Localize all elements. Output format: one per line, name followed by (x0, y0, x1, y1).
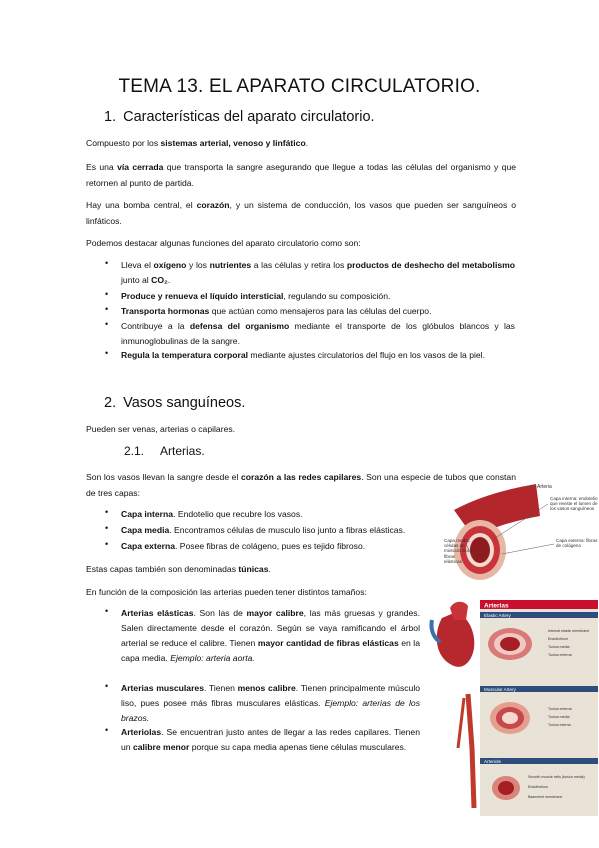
muscular-label-3: Tunica interna (548, 723, 571, 727)
bullet-dot: • (105, 539, 109, 549)
s1-paragraph-3: Hay una bomba central, el corazón, y un sistema de conducción, los vasos que pueden ser sanguíneos o linfáticos. (86, 200, 516, 226)
arterias-paragraph-2: Estas capas también son denominadas túnicas. (86, 564, 271, 574)
bullet-dot: • (105, 681, 109, 691)
elastic-label-1: Internal elastic membrane (548, 629, 590, 633)
bullet-dot: • (105, 348, 109, 358)
layer-item-3: Capa externa. Posee fibras de colágeno, pues es tejido fibroso. (121, 541, 366, 551)
elastic-label-4: Tunica externa (548, 653, 572, 657)
arteriole-label: Arteriole (484, 759, 502, 764)
function-item-5: Regula la temperatura corporal mediante ajustes circulatorios del flujo en los vasos de la piel. (121, 350, 485, 360)
label-capa-externa: Capa externa: fibras de colágeno (556, 538, 598, 549)
label-arteria: Arteria (537, 484, 552, 490)
arteriole-label-2: Endothelium (528, 785, 548, 789)
artery-type-elastic: Arterias elásticas. Son las de mayor calibre, las más gruesas y grandes. Salen directamente desde el corazón. Según se vaya ramificando el árbol arterial se reduce el calibre. Tienen mayor cantidad de fibras elásticas en la capa media. Ejemplo: arteria aorta. (121, 608, 420, 663)
subsection-title: Arterias. (160, 444, 205, 458)
layer-item-2: Capa media. Encontramos células de musculo liso junto a fibras elásticas. (121, 525, 406, 535)
muscular-label-1: Tunica externa (548, 707, 572, 711)
bullet-dot: • (105, 304, 109, 314)
artery-type-arteriole: Arteriolas. Se encuentran justo antes de llegar a las redes capilares. Tienen un calibre menor porque su capa media apenas tiene células musculares. (121, 727, 420, 752)
arterias-paragraph-3: En función de la composición las arterias pueden tener distintos tamaños: (86, 587, 367, 597)
s1-paragraph-2: Es una vía cerrada que transporta la sangre asegurando que llegue a todas las células del organismo y que retornen al punto de partida. (86, 162, 517, 188)
arteriole-label-3: Basement membrane (528, 795, 563, 799)
artery-types-illustration (428, 598, 598, 820)
muscular-artery-label: Muscular Artery (484, 687, 516, 692)
function-item-3: Transporta hormonas que actúan como mensajeros para las células del cuerpo. (121, 306, 432, 316)
bullet-dot: • (105, 507, 109, 517)
s2-paragraph-1: Pueden ser venas, arterias o capilares. (86, 424, 236, 434)
section-1-title: Características del aparato circulatorio. (123, 109, 375, 125)
subsection-2-1-heading (124, 444, 205, 458)
arterias-paragraph-1: Son los vasos llevan la sangre desde el corazón a las redes capilares. Son una especie de tubos que constan de tres capas: (86, 472, 516, 498)
s1-paragraph-4: Podemos destacar algunas funciones del aparato circulatorio como son: (86, 238, 361, 248)
section-2-number: 2. (104, 395, 117, 411)
function-item-2: Produce y renueva el líquido intersticial, regulando su composición. (121, 291, 391, 301)
section-2-title: Vasos sanguíneos. (123, 395, 246, 411)
section-1-number: 1. (104, 109, 117, 125)
artery-type-muscular: Arterias musculares. Tienen menos calibre. Tienen principalmente músculo liso, pues posee más fibras musculares elásticas. Ejemplo: arterias de los brazos. (121, 683, 421, 723)
heart-shape (437, 612, 475, 667)
elastic-label-2: Endothelium (548, 637, 568, 641)
arteriole-label-1: Smooth muscle cells (tunica media) (528, 775, 585, 779)
label-capa-media: Capa media: células de músculo liso y fibras elásticas (444, 538, 473, 564)
elastic-artery-label: Elastic Artery (484, 613, 511, 618)
elastic-label-3: Tunica media (548, 645, 570, 649)
bullet-dot: • (105, 258, 109, 268)
layer-item-1: Capa interna. Endotelio que recubre los vasos. (121, 509, 303, 519)
function-item-4: Contribuye a la defensa del organismo mediante el transporte de los glóbulos blancos y las inmunoglobulinas de la sangre. (121, 321, 515, 346)
bullet-dot: • (105, 289, 109, 299)
arm-artery-path (468, 694, 474, 808)
panel-header-title: Arterias (484, 602, 509, 610)
bullet-dot: • (105, 319, 109, 329)
section-2-heading (104, 395, 245, 411)
function-item-1: Lleva el oxígeno y los nutrientes a las células y retira los productos de deshecho del metabolismo junto al CO₂. (121, 260, 516, 285)
page-title: TEMA 13. EL APARATO CIRCULATORIO. (118, 76, 481, 97)
subsection-number: 2.1. (124, 444, 145, 458)
muscular-label-2: Tunica media (548, 715, 570, 719)
s1-paragraph-1: Compuesto por los sistemas arterial, venoso y linfático. (86, 138, 309, 148)
section-1-heading (104, 109, 375, 125)
bullet-dot: • (105, 606, 109, 616)
label-capa-interna: Capa interna: endotelio que reviste el lumen de los vasos sanguíneos (550, 496, 598, 512)
bullet-dot: • (105, 523, 109, 533)
bullet-dot: • (105, 725, 109, 735)
artery-layers-illustration (444, 474, 598, 586)
